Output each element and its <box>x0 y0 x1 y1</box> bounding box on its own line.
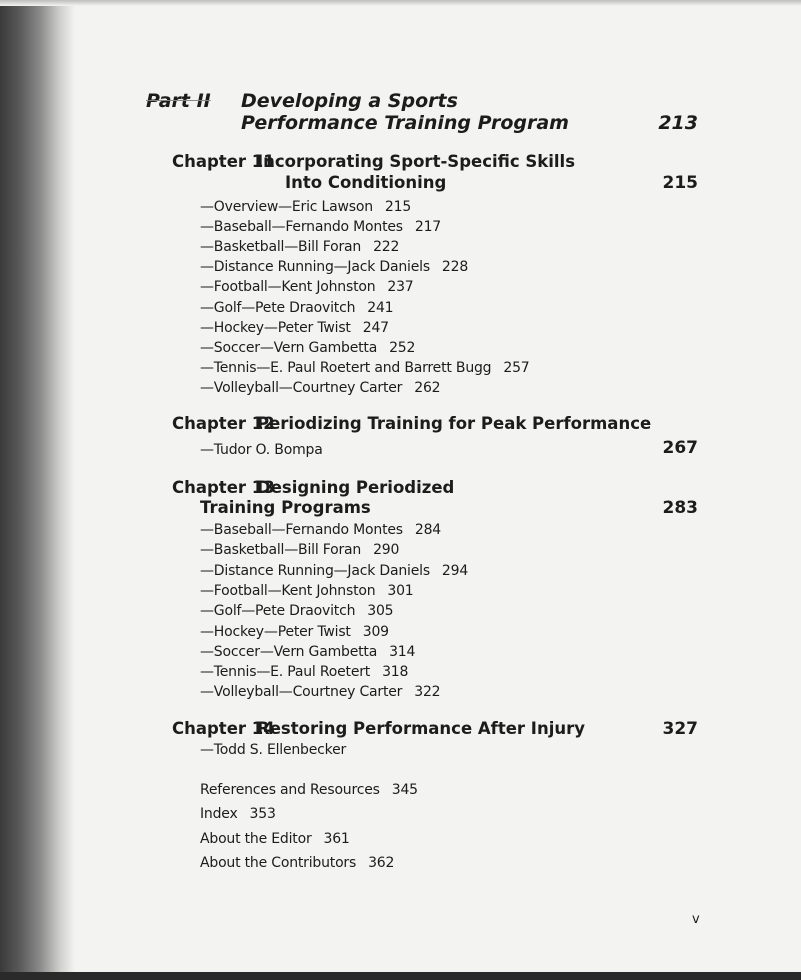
part-page: 213 <box>658 112 698 134</box>
toc-entry <box>200 831 350 847</box>
toc-entry-page: 361 <box>323 830 350 847</box>
chapter-label: Chapter 12 <box>172 414 275 433</box>
chapter-title-line2: Into Conditioning <box>285 173 447 192</box>
toc-entry-title: References and Resources <box>200 782 380 798</box>
toc-entry <box>200 782 418 798</box>
toc-entry-title: —Golf—Pete Draovitch <box>200 603 356 620</box>
chapter-page: 283 <box>662 498 698 518</box>
book-spine-shadow <box>0 0 75 980</box>
toc-entry-title: —Tennis—E. Paul Roetert <box>200 664 371 681</box>
toc-entry <box>200 279 414 295</box>
toc-entry <box>200 583 414 599</box>
toc-entry-page: 318 <box>382 664 409 681</box>
toc-entry-title: —Distance Running—Jack Daniels <box>200 259 430 276</box>
toc-entry-title: —Tennis—E. Paul Roetert and Barrett Bugg <box>200 359 492 376</box>
toc-entry <box>200 239 399 255</box>
part-title-line2: Performance Training Program <box>241 112 569 134</box>
toc-entry-page: 257 <box>503 359 530 376</box>
toc-entry <box>200 644 415 660</box>
part-title-line1: Developing a Sports <box>241 90 458 112</box>
toc-entry-title: —Football—Kent Johnston <box>200 582 376 599</box>
toc-entry-page: 217 <box>414 219 442 236</box>
toc-entry-page: 241 <box>367 299 394 316</box>
page-bottom-edge <box>0 972 801 980</box>
chapter-title-line2: Training Programs <box>200 498 371 517</box>
chapter-label: Chapter 13 <box>172 478 275 497</box>
toc-entry <box>200 259 468 275</box>
toc-entry-page: 322 <box>414 684 441 701</box>
toc-entry-title: —Hockey—Peter Twist <box>200 623 351 640</box>
part-label: Part II <box>146 90 211 112</box>
toc-entry-title: —Football—Kent Johnston <box>200 279 376 296</box>
chapter-label: Chapter 14 <box>172 719 275 738</box>
toc-entry-page: 247 <box>362 319 389 336</box>
toc-entry <box>200 664 408 680</box>
toc-entry-page: 314 <box>389 643 416 660</box>
toc-entry <box>200 320 389 336</box>
toc-entry-title: —Golf—Pete Draovitch <box>200 299 356 316</box>
chapter-page: 267 <box>662 438 698 458</box>
page-folio: v <box>692 912 700 927</box>
toc-entry <box>200 340 415 356</box>
toc-entry <box>200 684 440 700</box>
toc-entry <box>200 603 393 619</box>
toc-entry-page: 294 <box>441 562 469 579</box>
toc-entry-title: —Volleyball—Courtney Carter <box>200 379 403 396</box>
toc-entry-title: —Hockey—Peter Twist <box>200 319 351 336</box>
chapter-title-line1: Periodizing Training for Peak Performance <box>257 414 652 433</box>
chapter-title-line1: Restoring Performance After Injury <box>257 719 585 738</box>
toc-entry-title: —Volleyball—Courtney Carter <box>200 684 403 701</box>
chapter-page: 327 <box>662 719 698 739</box>
toc-entry-title: Index <box>200 806 238 823</box>
toc-entry-page: 228 <box>441 259 469 276</box>
toc-entry <box>200 855 394 871</box>
toc-entry-page: 345 <box>391 782 418 798</box>
toc-entry-title: —Distance Running—Jack Daniels <box>200 562 430 579</box>
toc-entry-title: —Basketball—Bill Foran <box>200 542 362 559</box>
toc-entry-title: —Overview—Eric Lawson <box>200 199 373 215</box>
toc-entry <box>200 360 530 376</box>
toc-entry-page: 252 <box>389 339 416 356</box>
toc-entry-title: —Soccer—Vern Gambetta <box>200 339 378 356</box>
toc-entry-page: 362 <box>368 854 395 871</box>
toc-entry-title: —Basketball—Bill Foran <box>200 239 362 256</box>
chapter-title-line1: Designing Periodized <box>257 478 455 497</box>
chapter-page: 215 <box>662 173 698 193</box>
toc-entry-title: —Baseball—Fernando Montes <box>200 522 403 538</box>
toc-entry <box>200 542 399 558</box>
chapter-title-line1: Incorporating Sport-Specific Skills <box>257 152 576 171</box>
toc-entry <box>200 300 393 316</box>
toc-entry <box>200 380 440 396</box>
toc-entry <box>200 522 441 538</box>
toc-entry-page: 284 <box>414 522 442 538</box>
toc-entry-title: —Soccer—Vern Gambetta <box>200 643 378 660</box>
toc-entry <box>200 219 441 235</box>
toc-entry <box>200 563 468 579</box>
toc-entry-title: About the Editor <box>200 830 312 847</box>
toc-entry-page: 305 <box>367 603 394 620</box>
toc-entry-page: 301 <box>387 582 414 599</box>
toc-entry-page: 309 <box>362 623 389 640</box>
toc-entry-page: 262 <box>414 379 441 396</box>
toc-entry-page: 353 <box>249 806 276 823</box>
toc-entry-page: 237 <box>387 279 414 296</box>
toc-entry-title: About the Contributors <box>200 854 357 871</box>
chapter-author: —Todd S. Ellenbecker <box>200 742 347 758</box>
toc-entry <box>200 624 389 640</box>
toc-entry-page: 215 <box>384 199 412 215</box>
toc-entry <box>200 806 276 822</box>
chapter-author: —Tudor O. Bompa <box>200 442 323 458</box>
toc-entry <box>200 199 411 215</box>
page-top-edge <box>0 0 801 6</box>
chapter-label: Chapter 11 <box>172 152 275 171</box>
toc-entry-page: 222 <box>373 239 400 256</box>
toc-entry-title: —Baseball—Fernando Montes <box>200 219 403 236</box>
toc-entry-page: 290 <box>373 542 400 559</box>
